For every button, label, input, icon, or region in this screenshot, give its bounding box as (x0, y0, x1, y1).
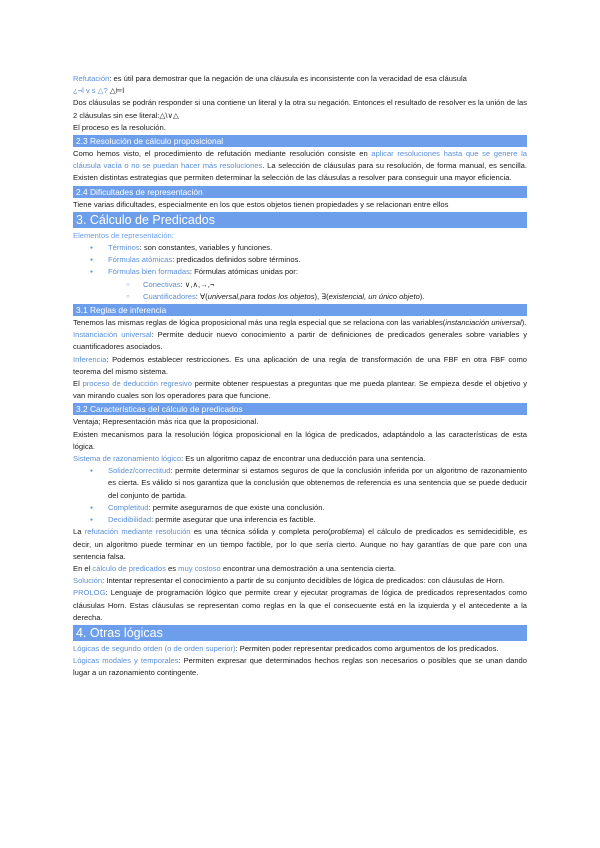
resolucion-calculo-paragraph: Como hemos visto, el procedimiento de refutación mediante resolución consiste en aplicar resoluciones hasta que se genere la cláusula vacía o no se puedan hacer más resoluciones. La selección de cláusulas para su resolución, de forma manual, es sencilla. Existen distintas estrategias que permiten determinar la selección de las cláusulas a resolver para conseguir una mayor eficiencia. (73, 149, 527, 183)
list-item: ● Completitud: permite asegurarnos de que existe una conclusión. (73, 502, 527, 514)
propiedades-list (73, 465, 527, 526)
prolog-paragraph: PROLOG: Lenguaje de programación lógico que permite crear y ejecutar programas de lógica de predicados representados como cláusulas Horn. Estas cláusulas se representan como reglas en la que el consecuente está en la izquierda y el antecedente a la derecha. (73, 588, 527, 622)
sistema-paragraph: Sistema de razonamiento lógico: Es un algoritmo capaz de encontrar una deducción para una sentencia. (73, 454, 426, 464)
section-heading-2-4: 2.4 Dificultades de representación (73, 186, 527, 198)
section-heading-3-1: 3.1 Reglas de inferencia (73, 304, 527, 316)
resolucion-paragraph: Dos cláusulas se podrán responder si una contiene un literal y la otra su negación. Entonces el resultado de resolver es la unión de las 2 cláusulas sin ese literal:△\∨△ (73, 98, 527, 120)
reglas-paragraph: Tenemos las mismas reglas de lógica proposicional más una regla especial que se relaciona con las variables(instanciación universal). (73, 318, 527, 328)
list-item: ○ Cuantificadores: ∀(universal,para todos los objetos), ∃(existencial, un único objeto). (73, 291, 527, 303)
instanciacion-paragraph: Instanciación universal: Permite deducir nuevo conocimiento a partir de definiciones de predicados generales sobre variables y cuantificadores asociados. (73, 330, 528, 352)
proceso-paragraph: El proceso es la resolución. (73, 122, 166, 132)
ventaja-paragraph: Ventaja; Representación más rica que la proposicional. (73, 417, 259, 427)
section-heading-3-2: 3.2 Características del cálculo de predicados (73, 403, 527, 415)
list-item: ● Solidez/correctitud: permite determinar si estamos seguros de que la conclusión inferida por un algoritmo de razonamiento es cierta. Es válido si nos garantiza que la conclusión que obtenemos de referencia es una sentencia que se puede deducir del conjunto de partida. (73, 465, 527, 502)
list-item: ○ Conectivas: ∨,∧,→,¬ (73, 279, 527, 291)
costoso-paragraph: En el cálculo de predicados es muy costoso encontrar una demostración a una sentencia cierta. (73, 563, 396, 573)
list-item: ● Decidibilidad: permite asegurar que una inferencia es factible. (73, 514, 527, 526)
list-item: ● Fórmulas bien formadas: Fórmulas atómicas unidas por: (73, 266, 527, 278)
modales-paragraph: Lógicas modales y temporales: Permiten expresar que determinados hechos reglas son necesarios o posibles que se unan dando lugar a un razonamiento contingente. (73, 656, 527, 678)
section-heading-2-3: 2.3 Resolución de cálculo proposicional (73, 135, 527, 147)
elementos-heading: Elementos de representación: (73, 230, 174, 240)
refutacion-term: Refutación (73, 74, 110, 83)
list-item: ● Fórmulas atómicas: predicados definidos sobre términos. (73, 254, 527, 266)
deduccion-paragraph: El proceso de deducción regresivo permite obtener respuestas a preguntas que me pueda plantear. Se empieza desde el objetivo y van mirando cuales son los operadores para que funcione. (73, 379, 527, 401)
inferencia-paragraph: Inferencia: Podemos establecer restricciones. Es una aplicación de una regla de transformación de una FBF en otra FBF como teorema del mismo sistema. (73, 354, 527, 376)
section-heading-3: 3. Cálculo de Predicados (73, 212, 527, 228)
section-heading-4: 4. Otras lógicas (73, 625, 527, 641)
refutacion-paragraph: Refutación: es útil para demostrar que la negación de una cláusula es inconsistente con la veracidad de esa cláusula ¿¬l v s △? △⊨l (73, 74, 467, 96)
dificultades-paragraph: Tiene varias dificultades, especialmente en los que estos objetos tienen propiedades y se relacionan entre ellos (73, 199, 449, 209)
refutacion-formula: ¿¬l v s △? (73, 86, 108, 96)
segundo-orden-paragraph: Lógicas de segundo orden (o de orden superior): Permiten poder representar predicados como argumentos de los predicados. (73, 643, 499, 653)
elementos-list (73, 242, 527, 303)
mecanismos-paragraph: Existen mecanismos para la resolución lógica proposicional en la lógica de predicados, adaptándolo a las características de esta lógica. (73, 429, 527, 451)
list-item: ● Términos: son constantes, variables y funciones. (73, 242, 527, 254)
solucion-paragraph: Solución: Intentar representar el conocimiento a partir de su conjunto decidibles de lógica de predicados: con cláusulas de Horn. (73, 576, 505, 586)
refutacion-resolucion-paragraph: La refutación mediante resolución es una técnica sólida y completa pero(problema) el cálculo de predicados es semidecidible, es decir, un algoritmo puede terminar en un tiempo factible, por lo que sería cierto. Aunque no hay garantías de que pare con una sentencia falsa. (73, 527, 528, 561)
